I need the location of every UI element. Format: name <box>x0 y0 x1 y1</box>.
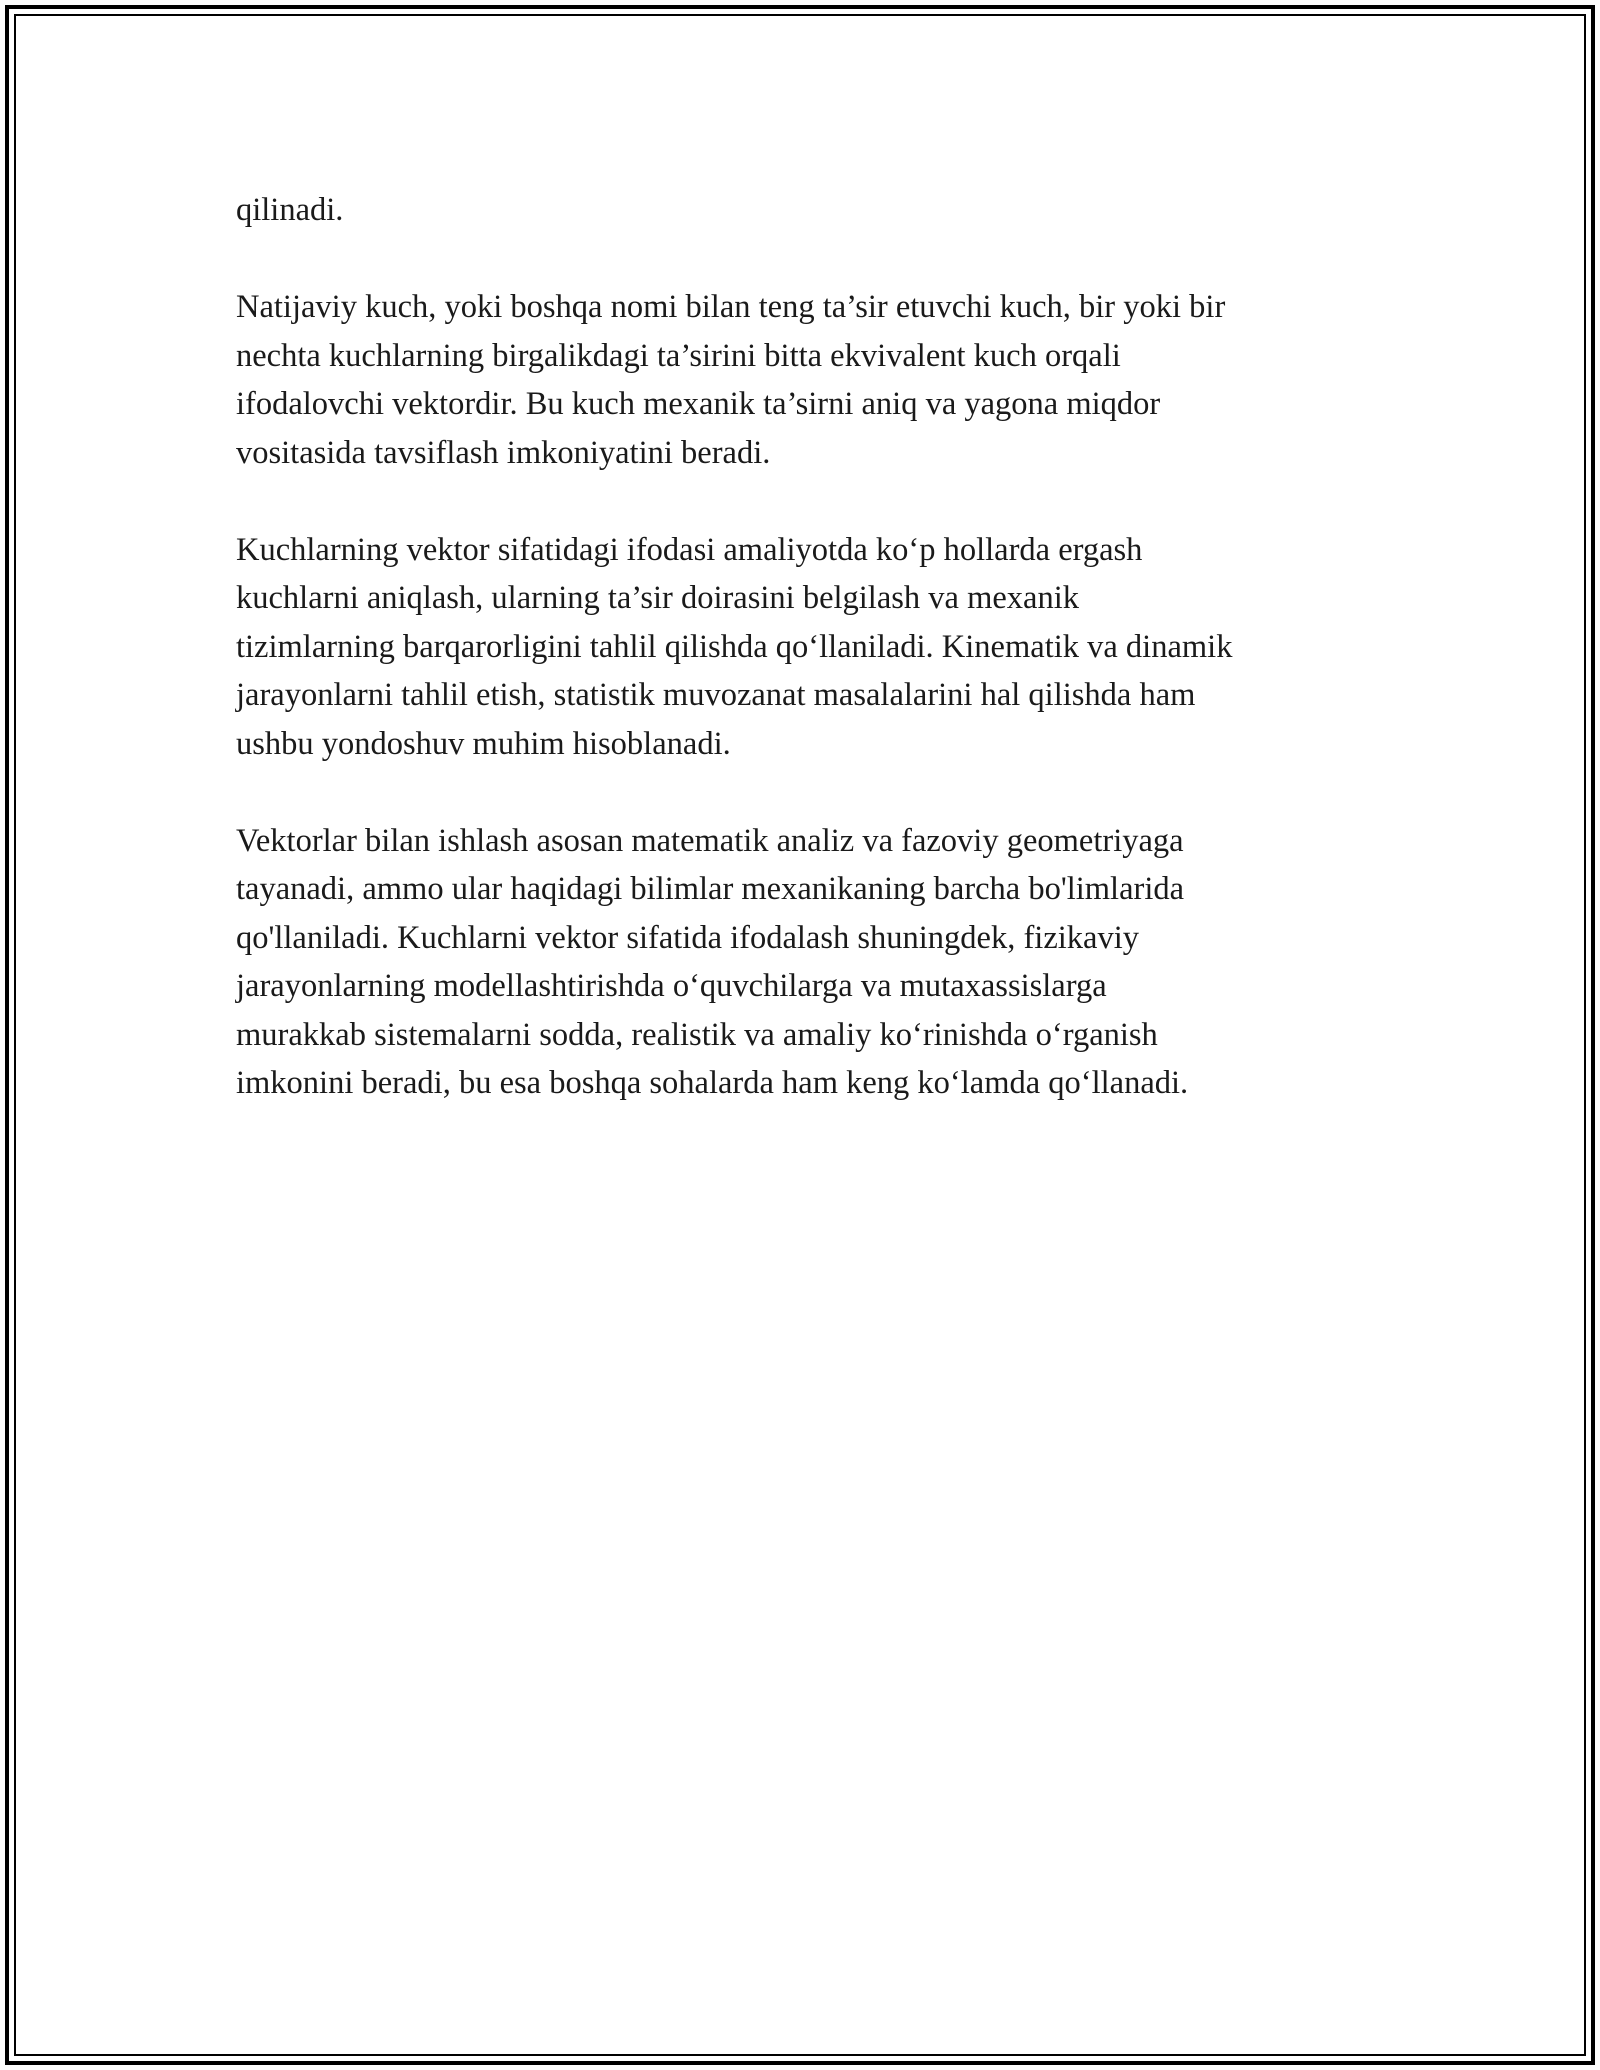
document-body <box>236 186 1376 1156</box>
paragraph-vector-application: Kuchlarning vektor sifatidagi ifodasi amaliyotda koʻp hollarda ergash kuchlarni aniqlash, ularning ta’sir doirasini belgilash va mexanik tizimlarning barqarorligini tahlil qilishda qoʻllaniladi. Kinematik va dinamik jarayonlarni tahlil etish, statistik muvozanat masalalarini hal qilishda ham ushbu yondoshuv muhim hisoblanadi. <box>236 531 1233 762</box>
paragraph-continuation: qilinadi. <box>236 192 344 228</box>
paragraph-resultant-force: Natijaviy kuch, yoki boshqa nomi bilan teng ta’sir etuvchi kuch, bir yoki bir nechta kuchlarning birgalikdagi ta’sirini bitta ekvivalent kuch orqali ifodalovchi vektordir. Bu kuch mexanik ta’sirni aniq va yagona miqdor vositasida tavsiflash imkoniyatini beradi. <box>236 289 1226 471</box>
paragraph-vector-methods: Vektorlar bilan ishlash asosan matematik analiz va fazoviy geometriyaga tayanadi, ammo ular haqidagi bilimlar mexanikaning barcha bo'limlarida qo'llaniladi. Kuchlarni vektor sifatida ifodalash shuningdek, fizikaviy jarayonlarning modellashtirishda oʻquvchilarga va mutaxassislarga murakkab sistemalarni sodda, realistik va amaliy koʻrinishda oʻrganish imkonini beradi, bu esa boshqa sohalarda ham keng koʻlamda qoʻllanadi. <box>236 822 1189 1101</box>
